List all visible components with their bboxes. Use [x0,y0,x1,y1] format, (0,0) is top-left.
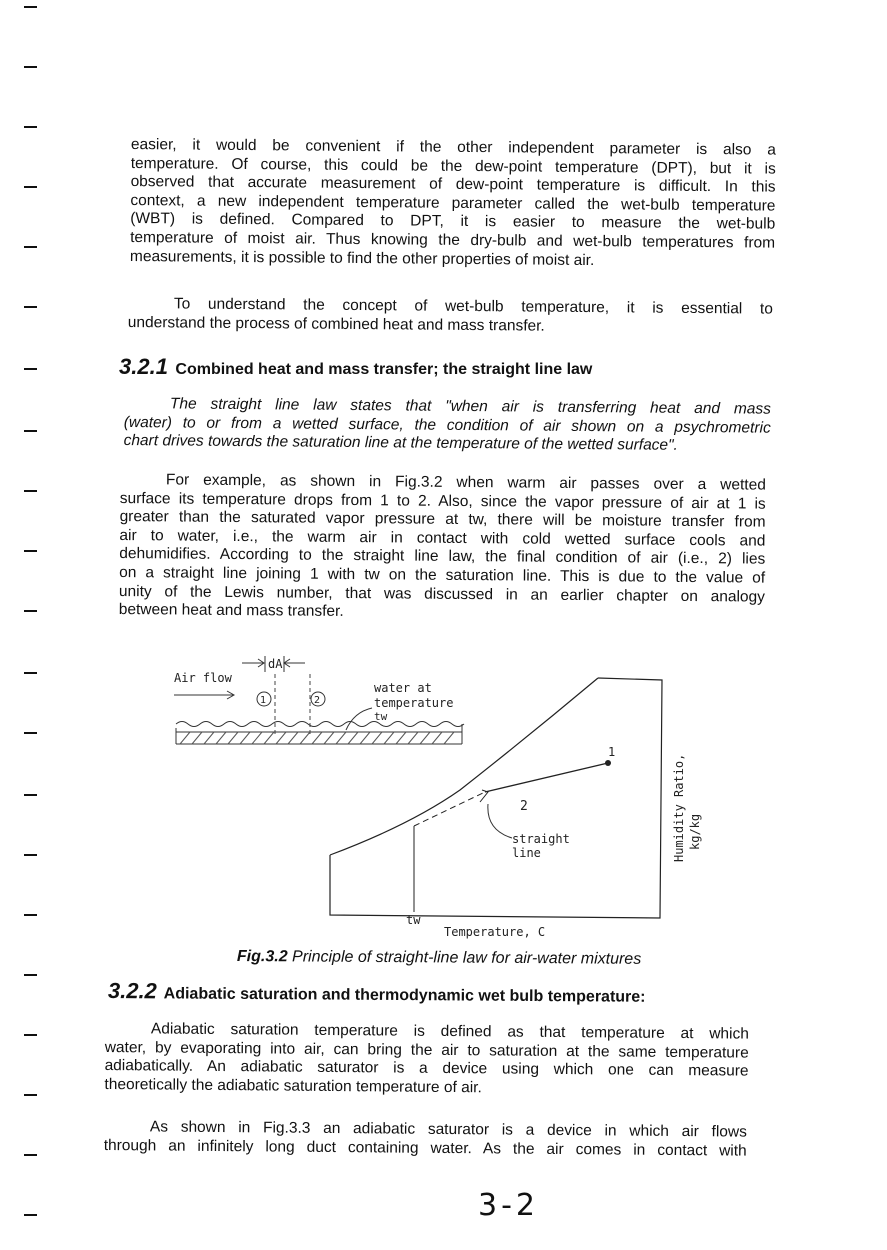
margin-mark [24,6,37,8]
hatch-lines [180,732,454,744]
saturation-curve [330,678,598,855]
water-leader-line [346,708,372,730]
margin-mark [24,246,37,248]
margin-mark [24,1094,37,1096]
margin-mark [24,550,37,552]
margin-mark [24,914,37,916]
text-line: theoretically the adiabatic saturation temperature of air. [104,1075,482,1097]
y-axis-label: kg/kg [688,813,702,850]
text-line: temperature of moist air. Thus knowing the dry-bulb and wet-bulb temperatures from [130,228,776,252]
margin-mark [24,794,37,796]
paragraph [124,395,771,456]
state-point-1 [605,760,611,766]
water-label: temperature [374,696,454,710]
text-line: context, a new independent temperature parameter called the wet-bulb temperature [130,191,776,215]
text-line: surface its temperature drops from 1 to 2. Also, since the vapor pressure of air at 1 is [119,489,766,513]
text-line: greater than the saturated vapor pressure at tw, there will be moisture transfer from [119,508,766,531]
text-line: understand the process of combined heat and mass transfer. [127,313,545,335]
page-number: 3-2 [478,1188,539,1223]
text-line: (water) to or from a wetted surface, the condition of air shown on a psychrometric [123,413,771,437]
point-1-label: 1 [608,745,616,759]
text-line: temperature. Of course, this could be the dew-point temperature (DPT), but it is [130,154,776,178]
caption-text: Principle of straight-line law for air-water mixtures [292,948,642,968]
y-axis-label: Humidity Ratio, [672,753,686,862]
text-line: easier, it would be convenient if the other independent parameter is also a [130,136,776,159]
margin-mark [24,306,37,308]
paragraph [130,136,776,272]
figure-caption [237,948,641,969]
text-line: observed that accurate measurement of dew-point temperature is difficult. In this [130,173,776,196]
margin-mark [24,66,37,68]
margin-mark [24,430,37,432]
text-line: To understand the concept of wet-bulb temperature, it is essential to [173,295,773,318]
section-title: Combined heat and mass transfer; the straight line law [175,361,593,378]
water-surface [176,722,464,727]
water-label: tw [374,710,388,723]
text-line: water, by evaporating into air, can bring the air to saturation at the same temperature [104,1038,749,1062]
figure-number: Fig.3.2 [236,948,288,966]
margin-mark [24,974,37,976]
air-flow-label: Air flow [174,671,232,685]
margin-mark [24,854,37,856]
state-1-circle-label: 1 [260,695,267,706]
text-line: measurements, it is possible to find the other properties of moist air. [129,247,595,269]
paragraph [119,471,766,625]
text-line: As shown in Fig.3.3 an adiabatic saturator is a device in which air flows [149,1118,747,1141]
text-line: between heat and mass transfer. [118,601,344,621]
straight-line-label: straight [512,832,570,846]
text-line: The straight line law states that "when air is transferring heat and mass [169,395,771,418]
section-heading [108,978,646,1008]
air-flow-arrow [174,691,234,699]
section-title: Adiabatic saturation and thermodynamic wet bulb temperature: [163,985,646,1006]
point-2-label: 2 [520,799,528,814]
straight-line-leader [488,804,512,838]
margin-mark [24,610,37,612]
margin-mark [24,126,37,128]
text-line: dehumidifies. According to the straight line law, the final condition of air (i.e., 2) lies [119,545,766,569]
straight-line-label: line [512,846,541,860]
margin-mark [24,1154,37,1156]
text-line: For example, as shown in Fig.3.2 when warm air passes over a wetted [165,471,766,494]
margin-mark [24,1034,37,1036]
section-number: 3.2.1 [119,354,168,379]
paragraph [128,295,773,338]
dA-label: dA [268,657,283,671]
paragraph [104,1118,747,1161]
text-line: chart drives towards the saturation line at the temperature of the wetted surface". [123,432,678,455]
x-axis-label: Temperature, C [444,925,546,939]
section-heading [119,354,592,380]
margin-mark [24,672,37,674]
direction-arrow [480,790,488,802]
margin-mark [24,1214,37,1216]
straight-line-law-figure [160,650,720,950]
text-line: adiabatically. An adiabatic saturator is a device using which one can measure [104,1057,749,1080]
tw-axis-label: tw [406,913,421,927]
text-line: air to water, i.e., the warm air in contact with cold wetted surface cools and [119,526,766,550]
margin-mark [24,490,37,492]
state-2-circle-label: 2 [314,695,321,706]
straight-line-process [485,763,608,792]
margin-mark [24,368,37,370]
text-line: on a straight line joining 1 with tw on the saturation line. This is due to the value of [119,563,766,587]
paragraph [104,1020,749,1100]
text-line: (WBT) is defined. Compared to DPT, it is easier to measure the wet-bulb [130,210,776,234]
margin-mark [24,186,37,188]
text-line: through an infinitely long duct containing water. As the air comes in contact with [103,1136,747,1160]
section-number: 3.2.2 [107,978,157,1004]
margin-mark [24,732,37,734]
water-label: water at [374,681,432,695]
text-line: unity of the Lewis number, that was discussed in an earlier chapter on analogy [118,582,766,606]
text-line: Adiabatic saturation temperature is defined as that temperature at which [150,1020,749,1043]
